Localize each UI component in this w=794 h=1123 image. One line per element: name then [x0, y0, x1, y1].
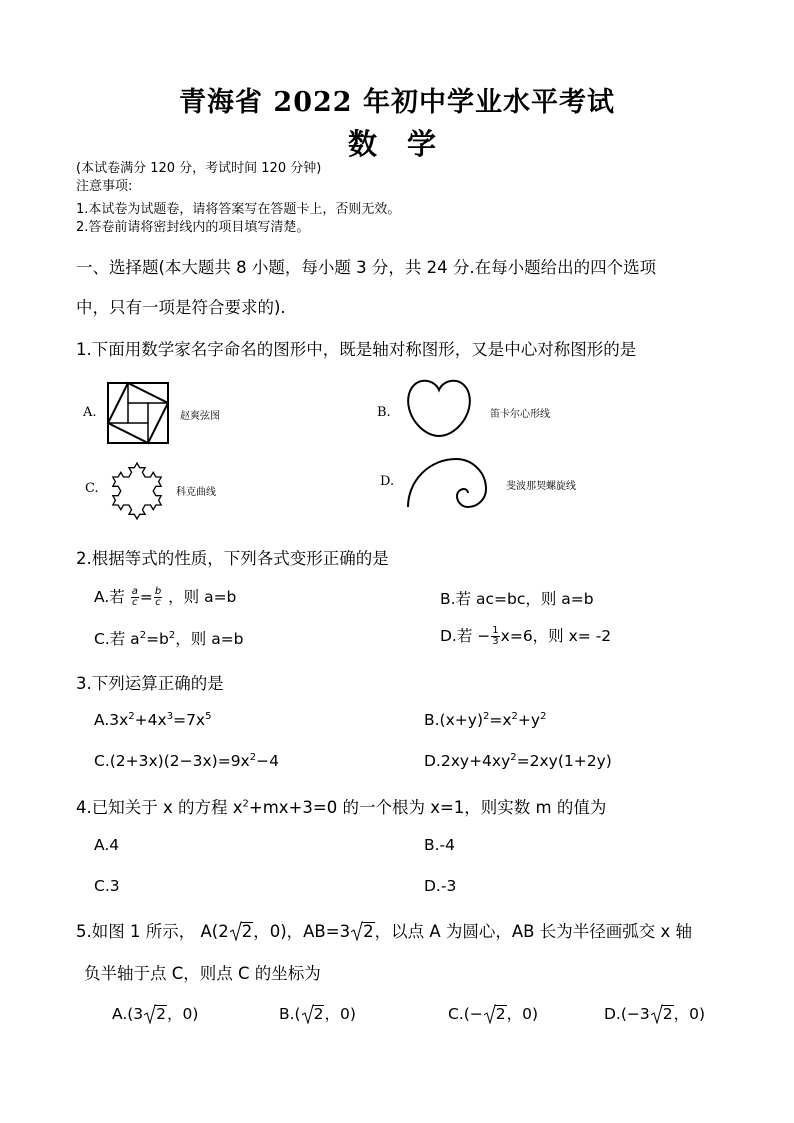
koch-snowflake-figure [103, 453, 171, 525]
sqrt-2: 2 [651, 1005, 674, 1023]
sqrt-2: 2 [351, 922, 375, 941]
q4-option-c: C.3 [94, 877, 120, 895]
q1-option-d-name: 斐波那契螺旋线 [506, 481, 576, 492]
notes-heading: 注意事项: [76, 179, 133, 194]
sqrt-2: 2 [484, 1005, 507, 1023]
q1-option-b-name: 笛卡尔心形线 [490, 409, 550, 420]
q2-option-c: C.若 $a^2=b^2$，则 a=b [94, 629, 244, 648]
q4-option-d: D.-3 [424, 877, 457, 895]
q2-option-b: B.若 ac=bc，则 a=b [440, 590, 594, 608]
exam-title: 青海省 2022 年初中学业水平考试 [179, 87, 615, 118]
sqrt-2: 2 [230, 922, 254, 941]
question-4-stem: 4.已知关于 x 的方程 $x^2+mx+3=0$ 的一个根为 x=1，则实数 m 的值为 [76, 798, 607, 817]
cardioid-figure [404, 376, 474, 440]
q5-option-d: D.(−3 2，0) [604, 1005, 706, 1023]
q1-option-c-letter: C. [85, 481, 99, 496]
question-1-stem: 1.下面用数学家名字命名的图形中，既是轴对称图形，又是中心对称图形的是 [76, 340, 637, 359]
q2-option-a: A.若 $\frac{a}{c}$ = $\frac{b}{c}$ ，则 a=b [94, 586, 237, 608]
q1-option-d-letter: D. [380, 474, 395, 489]
q3-option-c: $C.(2+3x)(2-3x)=9x^2-4$ [94, 752, 279, 771]
fraction-a-over-c: $\frac{a}{c}$ [131, 586, 138, 608]
fibonacci-spiral-figure [404, 451, 500, 511]
q1-option-a-letter: A. [83, 405, 97, 420]
q5-option-c: C.(− 2，0) [448, 1005, 539, 1023]
q1-option-b-letter: B. [377, 405, 391, 420]
q4-option-a: A.4 [94, 836, 120, 854]
subject-title: 数 学 [347, 127, 447, 161]
q3-option-b: $B.(x+y)^2=x^2+y^2$ [424, 711, 547, 730]
q3-option-d: $D.2xy+4xy^2=2xy(1+2y)$ [424, 752, 612, 771]
q1-option-a-name: 赵爽弦图 [180, 411, 220, 422]
sqrt-2: 2 [302, 1005, 325, 1023]
notes-item-1: 1.本试卷为试题卷，请将答案写在答题卡上，否则无效。 [76, 202, 401, 217]
zhaoshuang-string-figure [106, 381, 170, 445]
sqrt-2: 2 [144, 1005, 167, 1023]
fraction-one-third: $\frac{1}{3}$ [492, 625, 499, 647]
question-2-stem: 2.根据等式的性质，下列各式变形正确的是 [76, 549, 389, 568]
q4-option-b: B.-4 [424, 836, 456, 854]
score-time-note: (本试卷满分 120 分，考试时间 120 分钟) [76, 161, 322, 176]
fraction-b-over-c: $\frac{b}{c}$ [154, 586, 162, 608]
q5-option-a: A.(3 2，0) [112, 1005, 199, 1023]
section-1-intro-line-1: 一、选择题(本大题共 8 小题，每小题 3 分，共 24 分.在每小题给出的四个选项 [76, 258, 657, 277]
q5-option-b: B.( 2，0) [279, 1005, 356, 1023]
question-5-stem-line-2: 负半轴于点 C，则点 C 的坐标为 [84, 964, 321, 983]
section-1-intro-line-2: 中，只有一项是符合要求的). [76, 298, 286, 317]
question-3-stem: 3.下列运算正确的是 [76, 674, 224, 693]
q1-option-c-name: 科克曲线 [176, 487, 216, 498]
q3-option-a: $A.3x^2+4x^3=7x^5$ [94, 711, 212, 730]
q2-option-d: D.若 − $\frac{1}{3}$ x=6，则 x= -2 [440, 625, 612, 647]
question-5-stem: 5.如图 1 所示， A(2 2，0)，AB=3 2，以点 A 为圆心，AB 长为半径画弧交 x 轴 [76, 922, 692, 941]
notes-item-2: 2.答卷前请将密封线内的项目填写清楚。 [76, 220, 310, 235]
